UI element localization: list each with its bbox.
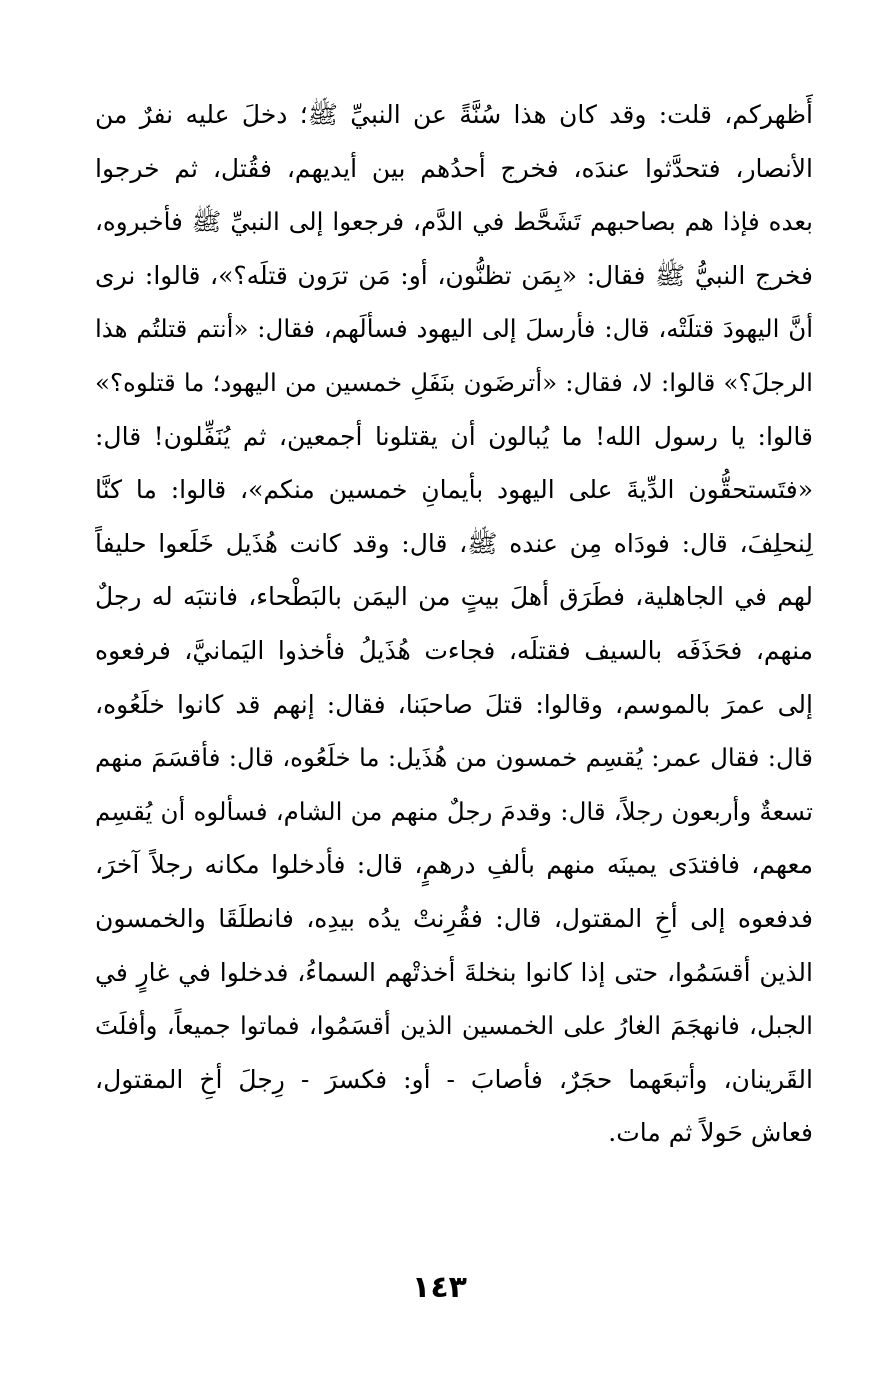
text-line: قال: فقال عمر: يُقسِم خمسون من هُذَيل: ما خلَعُوه، قال: فأقسَمَ منهم	[95, 743, 813, 773]
text-line-last: فعاش حَولاً ثم مات.	[608, 1118, 813, 1148]
text-line: أَظهركم، قلت: وقد كان هذا سُنَّةً عن النبيِّ ﷺ؛ دخلَ عليه نفرٌ من	[95, 100, 813, 129]
text-line: «فتَستحقُّون الدِّيةَ على اليهود بأيمانِ خمسين منكم»، قالوا: ما كنَّا	[95, 475, 813, 505]
text-line: إلى عمرَ بالموسم، وقالوا: قتلَ صاحبَنا، فقال: إنهم قد كانوا خلَعُوه،	[95, 689, 813, 719]
text-line: الأنصار، فتحدَّثوا عندَه، فخرج أحدُهم بين أيديهم، فقُتل، ثم خرجوا	[95, 153, 813, 183]
text-line: الجبل، فانهجَمَ الغارُ على الخمسين الذين أقسَمُوا، فماتوا جميعاً، وأفلَتَ	[95, 1011, 813, 1041]
text-line: القَرينان، وأتبعَهما حجَرٌ، فأصابَ - أو: فكسرَ - رِجلَ أخِ المقتول،	[95, 1064, 813, 1094]
text-line: تسعةٌ وأربعون رجلاً، قال: وقدمَ رجلٌ منهم من الشام، فسألوه أن يُقسِم	[95, 796, 813, 826]
page-number: ١٤٣	[412, 1270, 467, 1305]
text-line: قالوا: يا رسول الله! ما يُبالون أن يقتلونا أجمعين، ثم يُنَفِّلون! قال:	[95, 421, 813, 451]
text-line: منهم، فحَذَفَه بالسيف فقتلَه، فجاءت هُذَيلُ فأخذوا اليَمانيَّ، فرفعوه	[95, 635, 813, 665]
body-text	[95, 88, 813, 1160]
text-line: بعده فإذا هم بصاحبهم تَشَحَّط في الدَّم، فرجعوا إلى النبيِّ ﷺ فأخبروه،	[95, 207, 813, 237]
text-line: لِنحلِفَ، قال: فودَاه مِن عنده ﷺ، قال: وقد كانت هُذَيل خَلَعوا حليفاً	[95, 528, 813, 558]
text-line: فخرج النبيُّ ﷺ فقال: «بِمَن تظنُّون، أو: مَن ترَون قتلَه؟»، قالوا: نرى	[95, 260, 813, 290]
text-line: فدفعوه إلى أخِ المقتول، قال: فقُرِنتْ يدُه بيدِه، فانطلَقَا والخمسون	[95, 903, 813, 933]
text-line: الرجلَ؟» قالوا: لا، فقال: «أترضَون بنَفَلِ خمسين من اليهود؛ ما قتلوه؟»	[95, 367, 813, 397]
text-line: أنَّ اليهودَ قتلَتْه، قال: فأرسلَ إلى اليهود فسألَهم، فقال: «أنتم قتلتُم هذا	[95, 314, 813, 344]
text-line: لهم في الجاهلية، فطَرَق أهلَ بيتٍ من اليمَن بالبَطْحاء، فانتبَه له رجلٌ	[95, 582, 813, 612]
text-line: الذين أقسَمُوا، حتى إذا كانوا بنخلةَ أخذتْهم السماءُ، فدخلوا في غارٍ في	[95, 957, 813, 987]
text-line: معهم، فافتدَى يمينَه منهم بألفِ درهمٍ، قال: فأدخلوا مكانه رجلاً آخرَ،	[95, 850, 813, 880]
